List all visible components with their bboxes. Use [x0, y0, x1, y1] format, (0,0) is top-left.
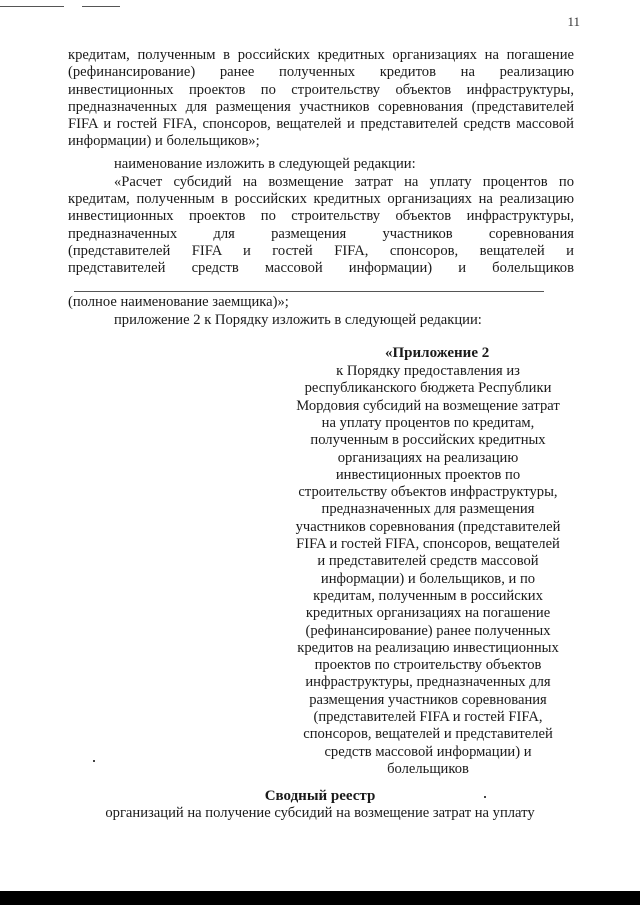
appendix-reference-line: и представителей средств массовой	[317, 553, 539, 570]
scan-speck	[93, 760, 95, 762]
appendix-reference-line: проектов по строительству объектов	[314, 657, 542, 674]
appendix-reference-line: инфраструктуры, предназначенных для	[305, 674, 551, 691]
appendix-reference-line: болельщиков	[387, 760, 469, 777]
appendix-reference-line: спонсоров, вещателей и представителей	[303, 726, 553, 743]
appendix-reference-line: строительству объектов инфраструктуры,	[298, 484, 558, 501]
registry-subtitle: организаций на получение субсидий на возмещение затрат на уплату	[105, 805, 535, 821]
appendix-reference-line: (рефинансирование) ранее полученных	[305, 622, 551, 639]
appendix-reference-line: размещения участников соревнования	[309, 691, 547, 708]
appendix-reference-line: инвестиционных проектов по	[335, 466, 521, 483]
appendix-reference-line: к Порядку предоставления из	[336, 363, 520, 379]
appendix-reference-line: полученным в российских кредитных	[310, 432, 546, 449]
borrower-name-blank-line	[74, 291, 544, 292]
paragraph-naming-instruction: наименование изложить в следующей редакции:	[114, 156, 416, 172]
scan-artifact-line	[0, 6, 64, 7]
appendix-reference-line: средств массовой информации) и	[324, 743, 532, 760]
appendix-reference-line: организациях на реализацию	[337, 449, 519, 466]
calculation-title-line: «Расчет субсидий на возмещение затрат на уплату процентов по	[114, 174, 574, 190]
registry-title: Сводный реестр	[264, 788, 376, 804]
appendix-reference-line: участников соревнования (представителей	[295, 518, 561, 535]
appendix-reference-line: Мордовия субсидий на возмещение затрат	[296, 397, 560, 414]
appendix-reference-line: предназначенных для размещения	[321, 501, 535, 518]
scan-artifact-line	[82, 6, 120, 7]
appendix-reference-line: кредитов на реализацию инвестиционных	[297, 639, 559, 656]
calculation-title-line: представителей средств массовой информации) и болельщиков	[68, 260, 574, 276]
paragraph-continuation: кредитам, полученным в российских кредитных организациях на погашение (рефинансирование) ранее полученных кредитов на реализацию инвестиционных проектов по строительству объектов инфраструктуры, предназначенных для размещения участников соревнования (представителей FIFA и гостей FIFA, спонсоров, вещателей и представителей средств массовой информации) и болельщиков»;	[68, 47, 574, 150]
appendix-reference-line: на уплату процентов по кредитам,	[321, 414, 535, 431]
calculation-title-line: инвестиционных проектов по строительству объектов инфраструктуры,	[68, 208, 574, 224]
page-number: 11	[567, 14, 580, 29]
appendix-reference-line: информации) и болельщиков, и по	[320, 570, 536, 587]
appendix-reference-line: (представителей FIFA и гостей FIFA,	[313, 709, 543, 725]
borrower-caption: (полное наименование заемщика)»;	[68, 294, 289, 310]
appendix-reference-line: FIFA и гостей FIFA, спонсоров, вещателей	[296, 536, 560, 552]
calculation-title-line: (представителей FIFA и гостей FIFA, спонсоров, вещателей и	[68, 243, 574, 259]
appendix-reference-line: республиканского бюджета Республики	[304, 380, 552, 397]
calculation-title-line: предназначенных для размещения участников соревнования	[68, 226, 574, 242]
paragraph-appendix-instruction: приложение 2 к Порядку изложить в следующей редакции:	[114, 312, 482, 328]
scan-bottom-edge	[0, 891, 640, 905]
appendix-reference-line: кредитных организациях на погашение	[305, 605, 551, 622]
appendix-heading: «Приложение 2	[385, 345, 490, 361]
appendix-reference-line: кредитам, полученным в российских	[313, 587, 543, 604]
calculation-title-line: кредитам, полученным в российских кредитных организациях на реализацию	[68, 191, 574, 207]
